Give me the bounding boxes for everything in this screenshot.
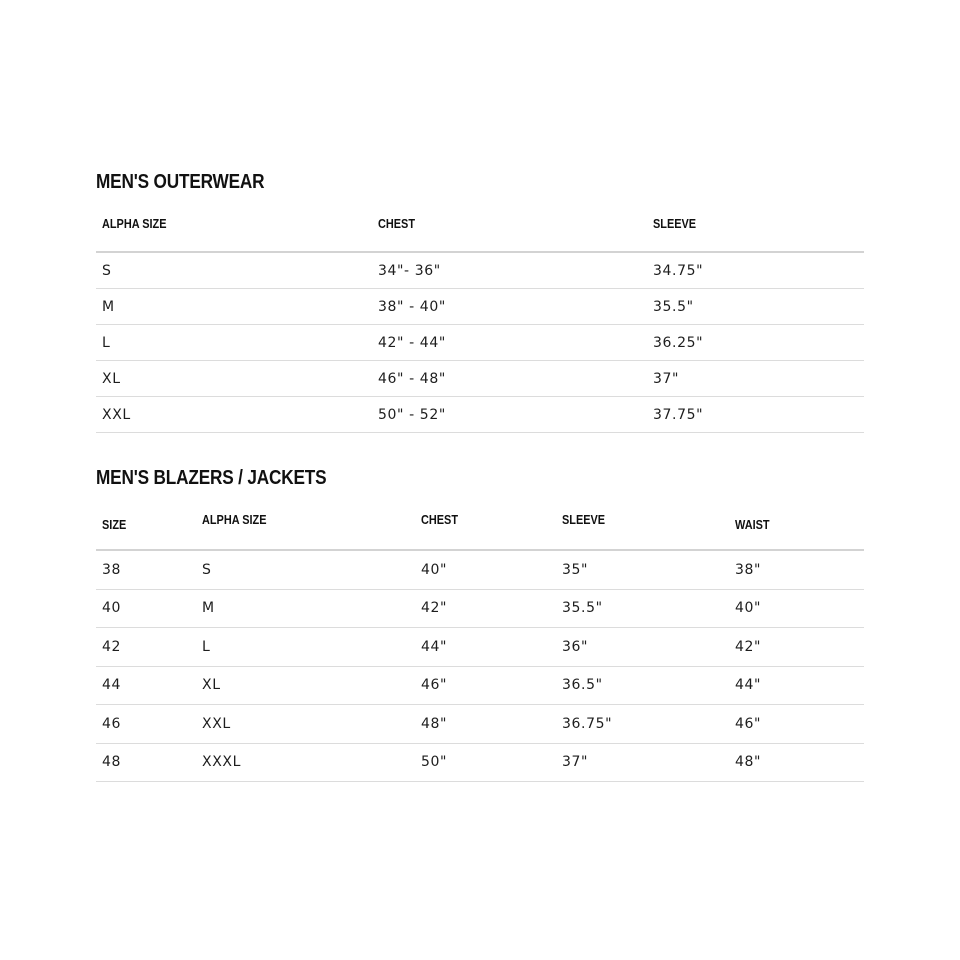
cell-alpha-size: XXL xyxy=(102,406,131,423)
column-header-sleeve: SLEEVE xyxy=(653,216,697,231)
cell-chest: 46" - 48" xyxy=(378,370,446,387)
table-row xyxy=(96,705,864,744)
cell-alpha-size: XXL xyxy=(202,715,231,732)
cell-sleeve: 36.25" xyxy=(653,334,704,351)
cell-alpha-size: M xyxy=(202,600,215,617)
column-header-size: SIZE xyxy=(102,517,127,532)
cell-sleeve: 37.75" xyxy=(653,406,704,423)
cell-sleeve: 36" xyxy=(562,638,589,655)
cell-sleeve: 36.5" xyxy=(562,677,603,694)
cell-waist: 40" xyxy=(735,600,762,617)
cell-size: 42 xyxy=(102,638,122,655)
cell-alpha-size: M xyxy=(102,298,115,315)
table-row xyxy=(96,744,864,783)
column-header-sleeve: SLEEVE xyxy=(562,512,606,527)
column-header-chest: CHEST xyxy=(378,216,416,231)
table-row xyxy=(96,628,864,667)
cell-chest: 48" xyxy=(421,715,448,732)
cell-chest: 42" xyxy=(421,600,448,617)
column-header-chest: CHEST xyxy=(421,512,459,527)
cell-size: 44 xyxy=(102,677,122,694)
table-header-row xyxy=(96,205,864,253)
cell-size: 46 xyxy=(102,715,122,732)
cell-waist: 44" xyxy=(735,677,762,694)
cell-alpha-size: XL xyxy=(102,370,121,387)
table-row xyxy=(96,590,864,629)
cell-chest: 34"- 36" xyxy=(378,262,441,279)
table-header-row xyxy=(96,502,864,551)
cell-size: 38 xyxy=(102,561,122,578)
cell-sleeve: 35.5" xyxy=(562,600,603,617)
cell-alpha-size: L xyxy=(202,638,211,655)
cell-chest: 42" - 44" xyxy=(378,334,446,351)
cell-chest: 50" - 52" xyxy=(378,406,446,423)
cell-alpha-size: XXXL xyxy=(202,754,241,771)
table-row xyxy=(96,253,864,289)
column-header-alpha-size: ALPHA SIZE xyxy=(202,512,267,527)
cell-chest: 46" xyxy=(421,677,448,694)
blazers-section-title: MEN'S BLAZERS / JACKETS xyxy=(96,467,327,489)
outerwear-size-table xyxy=(96,205,864,433)
column-header-waist: WAIST xyxy=(735,517,770,532)
cell-chest: 40" xyxy=(421,561,448,578)
cell-sleeve: 37" xyxy=(653,370,680,387)
table-row xyxy=(96,667,864,706)
outerwear-section-title: MEN'S OUTERWEAR xyxy=(96,171,265,193)
table-row xyxy=(96,361,864,397)
cell-sleeve: 37" xyxy=(562,754,589,771)
cell-chest: 50" xyxy=(421,754,448,771)
table-row xyxy=(96,551,864,590)
cell-waist: 42" xyxy=(735,638,762,655)
cell-chest: 38" - 40" xyxy=(378,298,446,315)
cell-sleeve: 35" xyxy=(562,561,589,578)
cell-alpha-size: S xyxy=(102,262,112,279)
blazers-size-table xyxy=(96,502,864,782)
cell-size: 40 xyxy=(102,600,122,617)
cell-waist: 46" xyxy=(735,715,762,732)
table-row xyxy=(96,289,864,325)
cell-sleeve: 36.75" xyxy=(562,715,613,732)
column-header-alpha-size: ALPHA SIZE xyxy=(102,216,167,231)
cell-chest: 44" xyxy=(421,638,448,655)
cell-alpha-size: XL xyxy=(202,677,221,694)
cell-size: 48 xyxy=(102,754,122,771)
cell-waist: 38" xyxy=(735,561,762,578)
table-row xyxy=(96,325,864,361)
cell-sleeve: 35.5" xyxy=(653,298,694,315)
cell-alpha-size: L xyxy=(102,334,111,351)
cell-alpha-size: S xyxy=(202,561,212,578)
cell-waist: 48" xyxy=(735,754,762,771)
cell-sleeve: 34.75" xyxy=(653,262,704,279)
table-row xyxy=(96,397,864,433)
